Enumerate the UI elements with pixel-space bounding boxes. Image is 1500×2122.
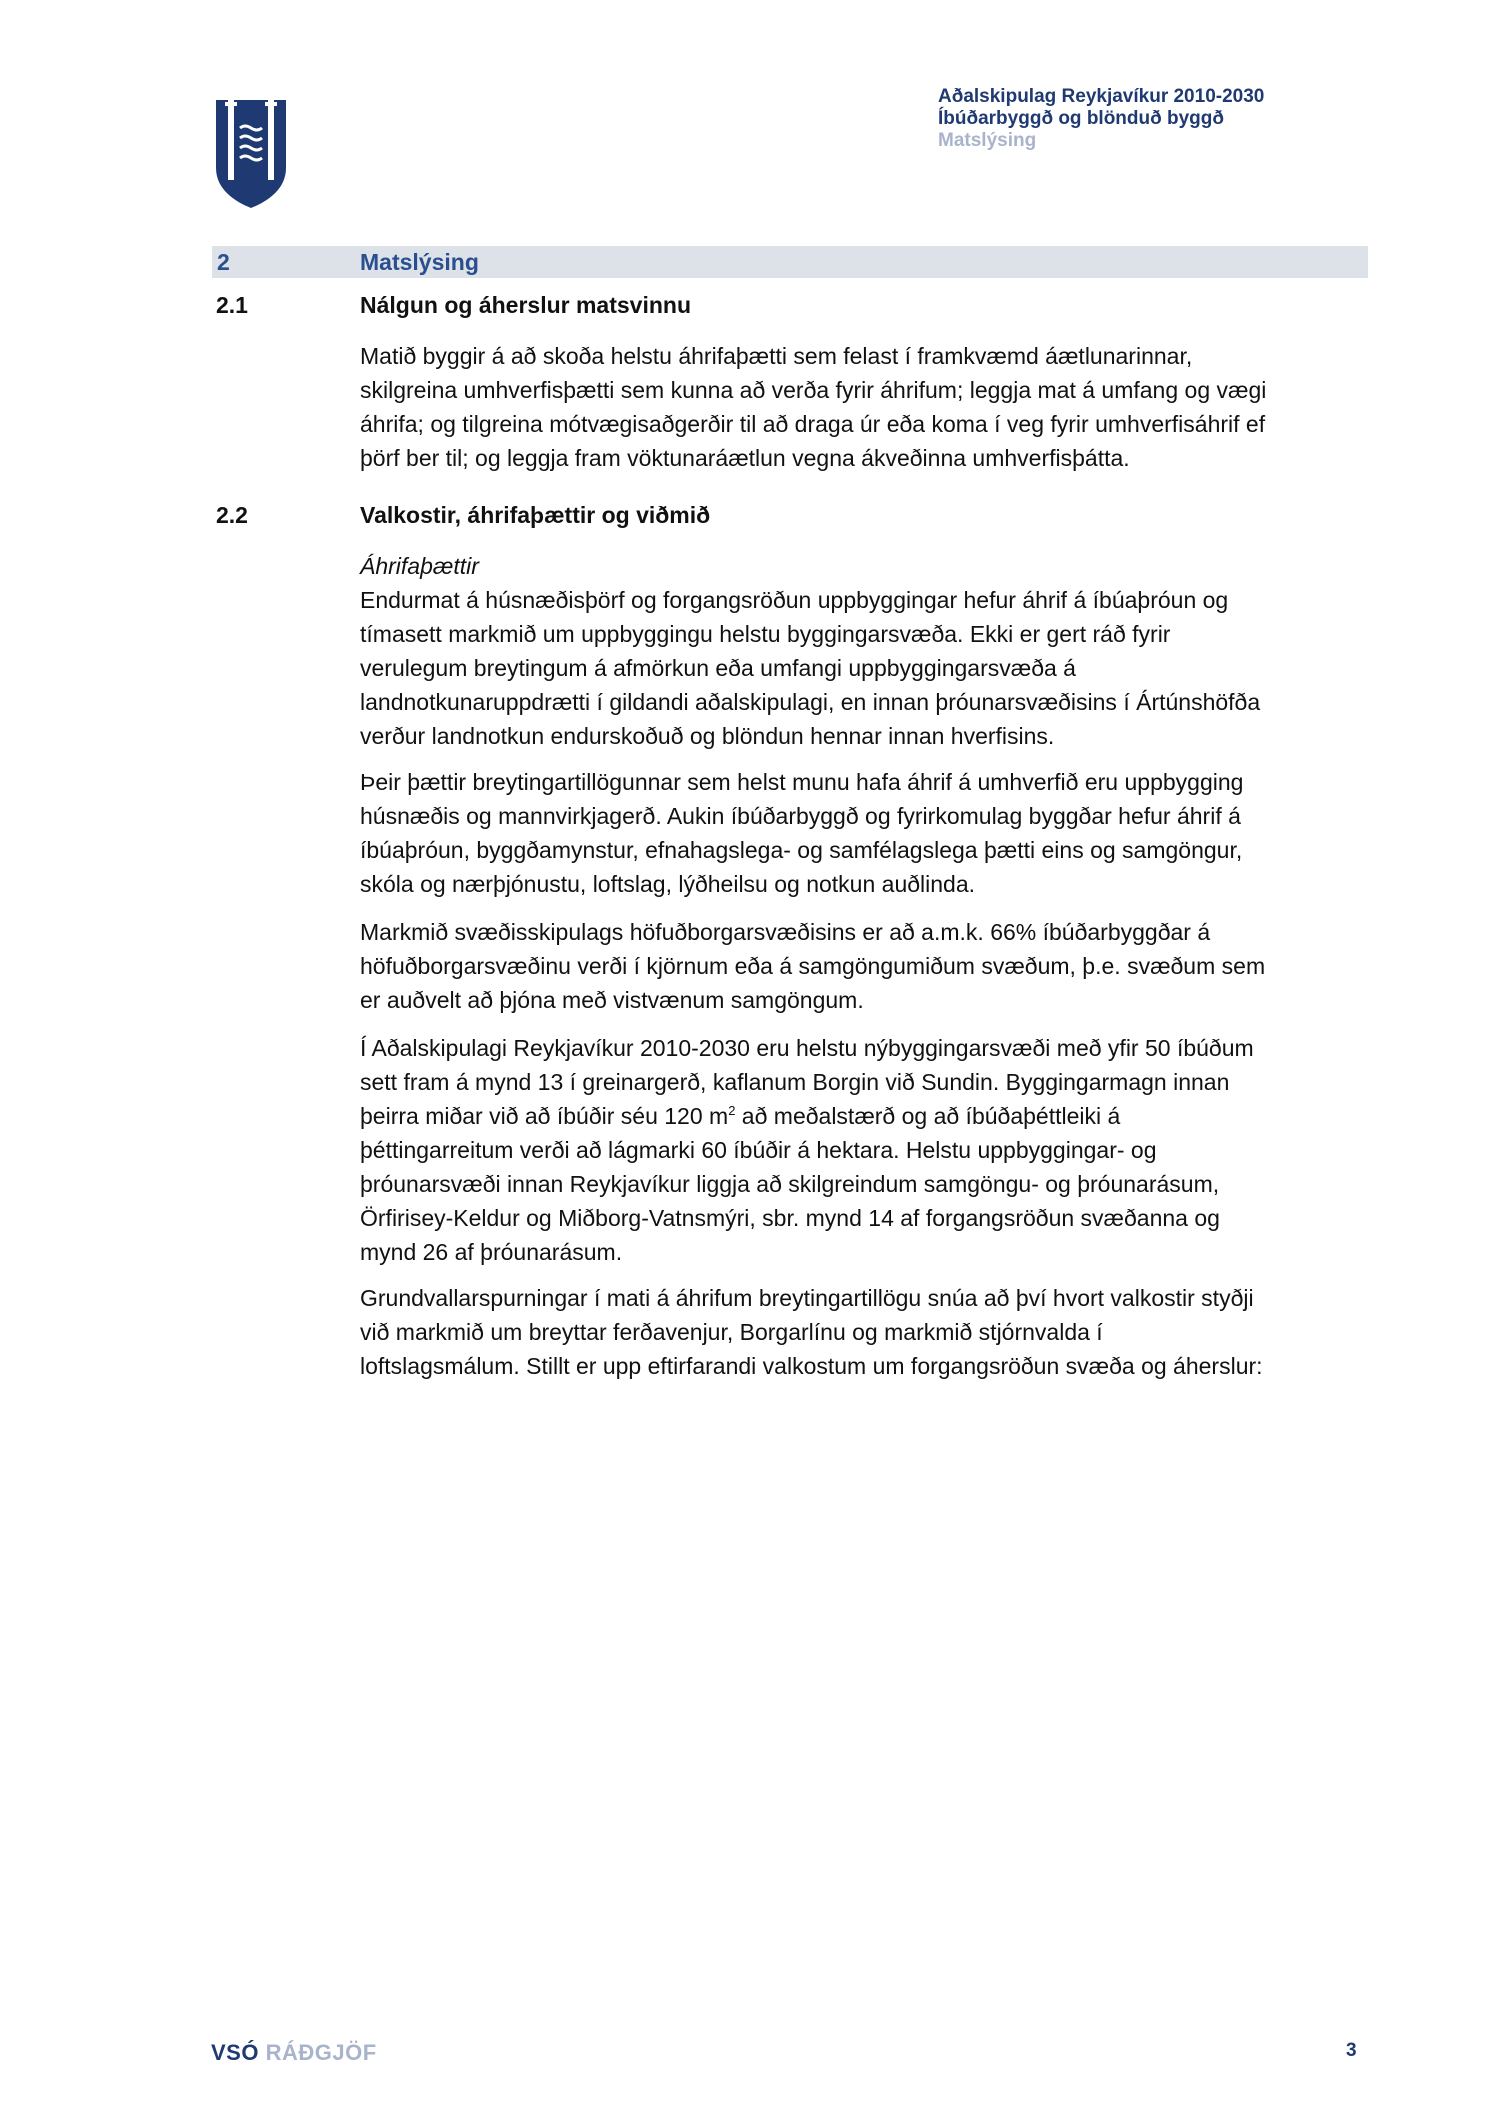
document-header: [938, 86, 1264, 152]
page-number: 3: [1346, 2040, 1357, 2061]
text-fragment: að meðalstærð og að íbúðaþéttleiki á: [735, 1103, 1121, 1129]
subsection-number: 2.2: [216, 502, 248, 528]
text-line: Endurmat á húsnæðisþörf og forgangsröðun uppbyggingar hefur áhrif á íbúaþróun og: [360, 587, 1229, 613]
text-line: skóla og nærþjónustu, loftslag, lýðheilsu og notkun auðlinda.: [360, 871, 976, 897]
text-line: þróunarsvæði innan Reykjavíkur liggja að skilgreindum samgöngu- og þróunarásum,: [360, 1171, 1220, 1197]
reykjavik-coat-of-arms-icon: [214, 98, 288, 210]
paragraph-master-plan: [360, 1031, 1370, 1269]
paragraph-basic-questions: [360, 1281, 1370, 1383]
text-line: loftslagsmálum. Stillt er upp eftirfarandi valkostum um forgangsröðun svæða og áherslur:: [360, 1353, 1263, 1379]
subsection-title: Nálgun og áherslur matsvinnu: [360, 292, 691, 318]
text-line: landnotkunaruppdrætti í gildandi aðalskipulagi, en innan þróunarsvæðisins í Ártúnshöfða: [360, 689, 1261, 715]
text-line: er auðvelt að þjóna með vistvænum samgöngum.: [360, 987, 864, 1013]
text-line: tímasett markmið um uppbyggingu helstu byggingarsvæða. Ekki er gert ráð fyrir: [360, 621, 1171, 647]
text-line: þörf ber til; og leggja fram vöktunaráætlun vegna ákveðinna umhverfisþátta.: [360, 445, 1130, 471]
subsection-number: 2.1: [216, 292, 248, 318]
text-line: Þeir þættir breytingartillögunnar sem helst munu hafa áhrif á umhverfið eru uppbygging: [360, 769, 1244, 795]
italic-heading: Áhrifaþættir: [360, 553, 479, 579]
subsection-title: Valkostir, áhrifaþættir og viðmið: [360, 502, 711, 528]
text-line: skilgreina umhverfisþætti sem kunna að verða fyrir áhrifum; leggja mat á umfang og vægi: [360, 377, 1267, 403]
text-line: mynd 26 af þróunarásum.: [360, 1239, 623, 1265]
text-line: Matið byggir á að skoða helstu áhrifaþætti sem felast í framkvæmd áætlunarinnar,: [360, 343, 1193, 369]
paragraph-approach: [360, 339, 1370, 475]
section-heading: [212, 246, 1368, 278]
section-title: Matslýsing: [360, 249, 479, 275]
text-line: íbúaþróun, byggðamynstur, efnahagslega- og samfélagslega þætti eins og samgöngur,: [360, 837, 1243, 863]
subsection-heading-2-2: [216, 502, 711, 529]
text-line-with-superscript: [360, 1099, 1370, 1133]
text-line: þéttingarreitum verði að lágmarki 60 íbúðir á hektara. Helstu uppbyggingar- og: [360, 1137, 1157, 1163]
paragraph-main-factors: [360, 765, 1370, 901]
paragraph-regional-goal: [360, 915, 1370, 1017]
brand-vso: VSÓ: [211, 2040, 259, 2065]
text-line: höfuðborgarsvæðinu verði í kjörnum eða á samgöngumiðum svæðum, þ.e. svæðum sem: [360, 953, 1266, 979]
header-subtitle: Íbúðarbyggð og blönduð byggð: [938, 108, 1225, 129]
section-number: 2: [217, 249, 230, 275]
text-line: við markmið um breyttar ferðavenjur, Borgarlínu og markmið stjórnvalda í: [360, 1319, 1103, 1345]
text-line: verður landnotkun endurskoðuð og blöndun hennar innan hverfisins.: [360, 723, 1055, 749]
text-line: áhrifa; og tilgreina mótvægisaðgerðir til að draga úr eða koma í veg fyrir umhverfisáhrif ef: [360, 411, 1266, 437]
text-line: Örfirisey-Keldur og Miðborg-Vatnsmýri, sbr. mynd 14 af forgangsröðun svæðanna og: [360, 1205, 1220, 1231]
brand-radgjof: RÁÐGJÖF: [265, 2040, 377, 2065]
header-title: Aðalskipulag Reykjavíkur 2010-2030: [938, 86, 1265, 107]
paragraph-impact-factors: [360, 549, 1370, 753]
footer-brand: [211, 2040, 377, 2066]
text-line: Grundvallarspurningar í mati á áhrifum breytingartillögu snúa að því hvort valkostir styðji: [360, 1285, 1254, 1311]
text-line: Markmið svæðisskipulags höfuðborgarsvæðisins er að a.m.k. 66% íbúðarbyggðar á: [360, 919, 1211, 945]
text-line: Í Aðalskipulagi Reykjavíkur 2010-2030 eru helstu nýbyggingarsvæði með yfir 50 íbúðum: [360, 1035, 1254, 1061]
header-section-label: Matslýsing: [938, 130, 1037, 151]
text-line: verulegum breytingum á afmörkun eða umfangi uppbyggingarsvæða á: [360, 655, 1076, 681]
subsection-heading-2-1: [216, 292, 691, 319]
text-fragment: þeirra miðar við að íbúðir séu 120 m: [360, 1103, 729, 1129]
text-line: sett fram á mynd 13 í greinargerð, kaflanum Borgin við Sundin. Byggingarmagn innan: [360, 1069, 1230, 1095]
superscript: 2: [728, 1103, 736, 1118]
text-line: húsnæðis og mannvirkjagerð. Aukin íbúðarbyggð og fyrirkomulag byggðar hefur áhrif á: [360, 803, 1241, 829]
